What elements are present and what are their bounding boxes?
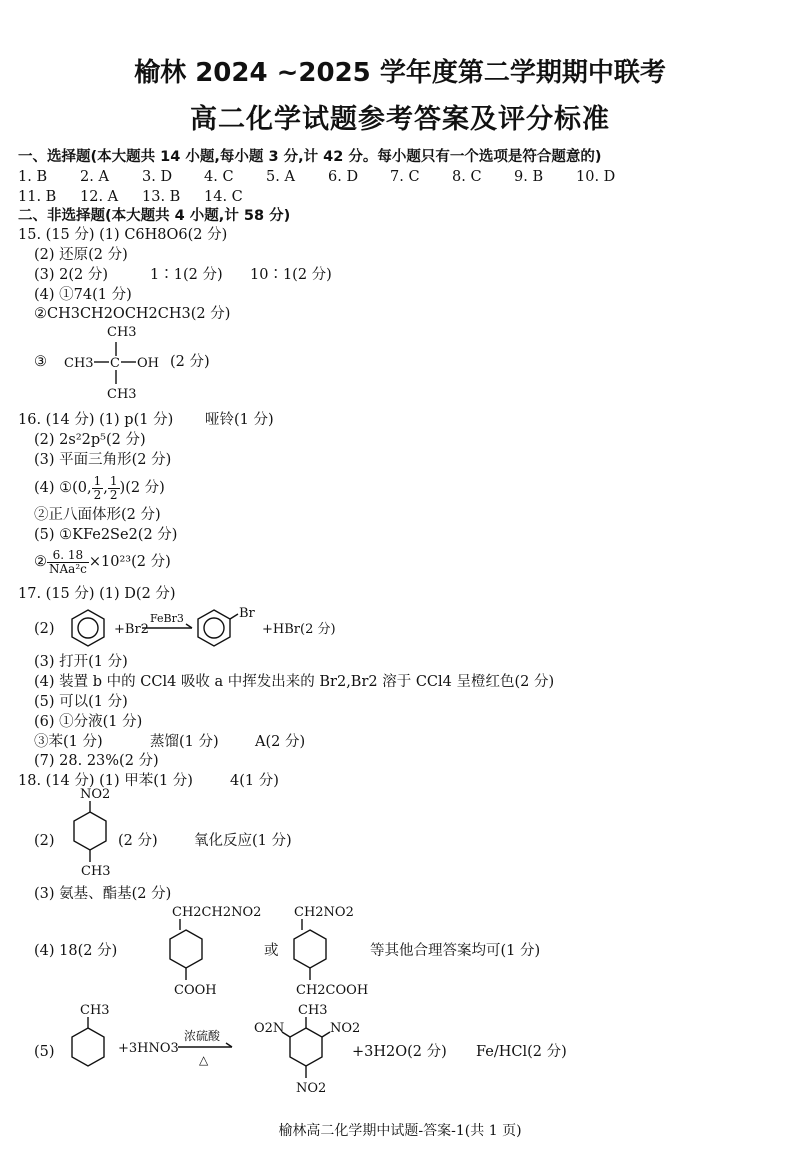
q18-line-3: (3) 氨基、酯基(2 分) [34,886,172,902]
benzene-ring-icon [74,812,106,850]
mc-answer: 14. C [204,189,243,205]
struct-bottom-group: CH2COOH [296,983,369,998]
q16-line-1a: 16. (14 分) (1) p(1 分) [18,412,174,428]
q18-line-5-h2o: +3H2O(2 分) [352,1044,447,1060]
eq-hno3: +3HNO3 [118,1041,179,1056]
q15-line-3b: 1∶1(2 分) [150,267,223,283]
frac-num: 1 [93,473,102,488]
q15-line-3c: 10∶1(2 分) [250,267,332,283]
struct-ch3-bottom: CH3 [107,387,137,402]
bromination-equation [62,605,372,651]
answer-key-title: 高二化学试题参考答案及评分标准 [190,104,610,135]
mc-answer: 13. B [142,189,181,205]
struct-top-group: CH2CH2NO2 [172,905,262,920]
fraction-one-half [92,475,104,502]
eq-br-sub: Br [239,606,255,621]
q17-line-7a: ③苯(1 分) [34,734,103,750]
struct-ch3-left: CH3 [64,356,94,371]
q17-line-8: (7) 28. 23%(2 分) [34,753,159,769]
mc-answer: 9. B [514,169,544,185]
frac-den: 2 [93,487,102,502]
q17-line-7c: A(2 分) [255,734,306,750]
q17-line-1: 17. (15 分) (1) D(2 分) [18,586,176,602]
struct-ch3: CH3 [81,864,111,879]
mc-answer: 11. B [18,189,57,205]
prod-no2-left: O2N [254,1021,285,1036]
q15-score: (2 分) [187,227,228,243]
struct-ch3: CH3 [80,1003,110,1018]
q18-line-2-type: 氧化反应(1 分) [194,833,292,849]
q18-line-2-score: (2 分) [118,833,158,849]
q15-line-6-score: (2 分) [170,354,210,370]
q16-l4-post: )(2 分) [119,480,165,496]
frac-num: 1 [109,473,118,488]
q16-line-6: (5) ①KFe2Se2(2 分) [34,527,178,543]
q17-line-4: (4) 装置 b 中的 CCl4 吸收 a 中挥发出来的 Br2,Br2 溶于 CCl4 呈橙红色(2 分) [34,674,555,690]
struct-ch3-top: CH3 [107,325,137,340]
mc-answer: 6. D [328,169,359,185]
mc-answer: 7. C [390,169,420,185]
q17-line-3: (3) 打开(1 分) [34,654,128,670]
page-footer: 榆林高二化学期中试题-答案-1(共 1 页) [278,1123,522,1139]
frac-den: NAa²c [49,561,87,576]
eq-catalyst: FeBr3 [150,612,184,625]
q15-line-2: (2) 还原(2 分) [34,247,128,263]
mc-answer: 10. D [576,169,616,185]
exam-title: 榆林 2024 ~2025 学年度第二学期期中联考 [134,58,666,88]
mc-answer: 3. D [142,169,173,185]
section-2-heading: 二、非选择题(本大题共 4 小题,计 58 分) [18,208,291,224]
q18-line-4-label: (4) 18(2 分) [34,943,118,959]
q15-prefix: 15. (15 分) (1) [18,227,125,243]
struct-c: C [110,356,120,371]
q18-line-1a: 18. (14 分) (1) 甲苯(1 分) [18,773,193,789]
q15-formula: C6H8O6 [124,227,188,243]
q18-line-4-note: 等其他合理答案均可(1 分) [370,943,541,959]
mc-answer: 8. C [452,169,482,185]
benzene-ring-icon [170,930,202,968]
struct-no2: NO2 [80,787,111,802]
q16-line-3: (3) 平面三角形(2 分) [34,452,172,468]
mc-answer: 5. A [266,169,295,185]
q18-line-2-label: (2) [34,833,55,849]
q18-line-1b: 4(1 分) [230,773,279,789]
struct-top-group: CH2NO2 [294,905,354,920]
q18-or: 或 [264,943,279,959]
q17-line-5: (5) 可以(1 分) [34,694,128,710]
aromatic-circle [78,618,98,638]
q16-line-7 [34,547,171,577]
q18-line-5-reagent: Fe/HCl(2 分) [476,1044,567,1060]
tnt-ring-icon [290,1028,322,1066]
q16-line-2: (2) 2s²2p⁵(2 分) [34,432,146,448]
density-fraction [47,549,89,576]
q17-line-7b: 蒸馏(1 分) [150,734,219,750]
nitrotoluene-structure [66,786,126,880]
frac-num: 6. 18 [47,549,89,563]
q16-line-4: (4) ①(0, $\frac{1}{2}$ , $\frac{1}{2}$ )(2 分) [34,473,165,502]
benzene-ring-icon [294,930,326,968]
q16-line-5: ②正八面体形(2 分) [34,507,161,523]
benzene-ring-icon [72,610,104,646]
q15-line-1 [18,226,227,244]
q16-l7-post: ×10²³(2 分) [88,554,171,570]
nitration-equation [62,1002,372,1102]
q17-line-6: (6) ①分液(1 分) [34,714,143,730]
prod-ch3: CH3 [298,1003,328,1018]
mc-answer: 2. A [80,169,109,185]
prod-no2-right: NO2 [330,1021,361,1036]
mc-answer: 4. C [204,169,234,185]
tert-butanol-structure [60,320,170,406]
mc-answers-row-1 [18,168,638,186]
eq-cond-top: 浓硫酸 [184,1029,221,1043]
q18-line-5-label: (5) [34,1044,55,1060]
mc-answer: 12. A [80,189,119,205]
q16-line-1b: 哑铃(1 分) [205,412,274,428]
isomer-structure-1 [168,902,268,1002]
q16-l7-prefix: ② [34,554,47,570]
q17-line-2-label: (2) [34,621,55,637]
fraction-one-half [108,475,120,502]
q15-line-4: (4) ①74(1 分) [34,287,132,303]
mc-answers-row-2 [18,188,266,206]
q15-line-6-label: ③ [34,354,47,370]
q15-line-3a: (3) 2(2 分) [34,267,109,283]
q15-line-5: ②CH3CH2OCH2CH3(2 分) [34,306,231,322]
bromobenzene-ring-icon [198,610,230,646]
eq-hbr: +HBr(2 分) [262,622,336,637]
frac-den: 2 [109,487,118,502]
struct-bottom-group: COOH [174,983,217,998]
eq-cond-bottom: △ [199,1053,209,1067]
toluene-ring-icon [72,1028,104,1066]
eq-br2: +Br2 [114,622,149,637]
aromatic-circle [204,618,224,638]
mc-answer: 1. B [18,169,48,185]
q16-l4-prefix: (4) ①(0, [34,480,92,496]
struct-oh: OH [137,356,159,371]
section-1-heading: 一、选择题(本大题共 14 小题,每小题 3 分,计 42 分。每小题只有一个选项是符合题意的) [18,149,602,165]
prod-no2-bottom: NO2 [296,1081,327,1096]
